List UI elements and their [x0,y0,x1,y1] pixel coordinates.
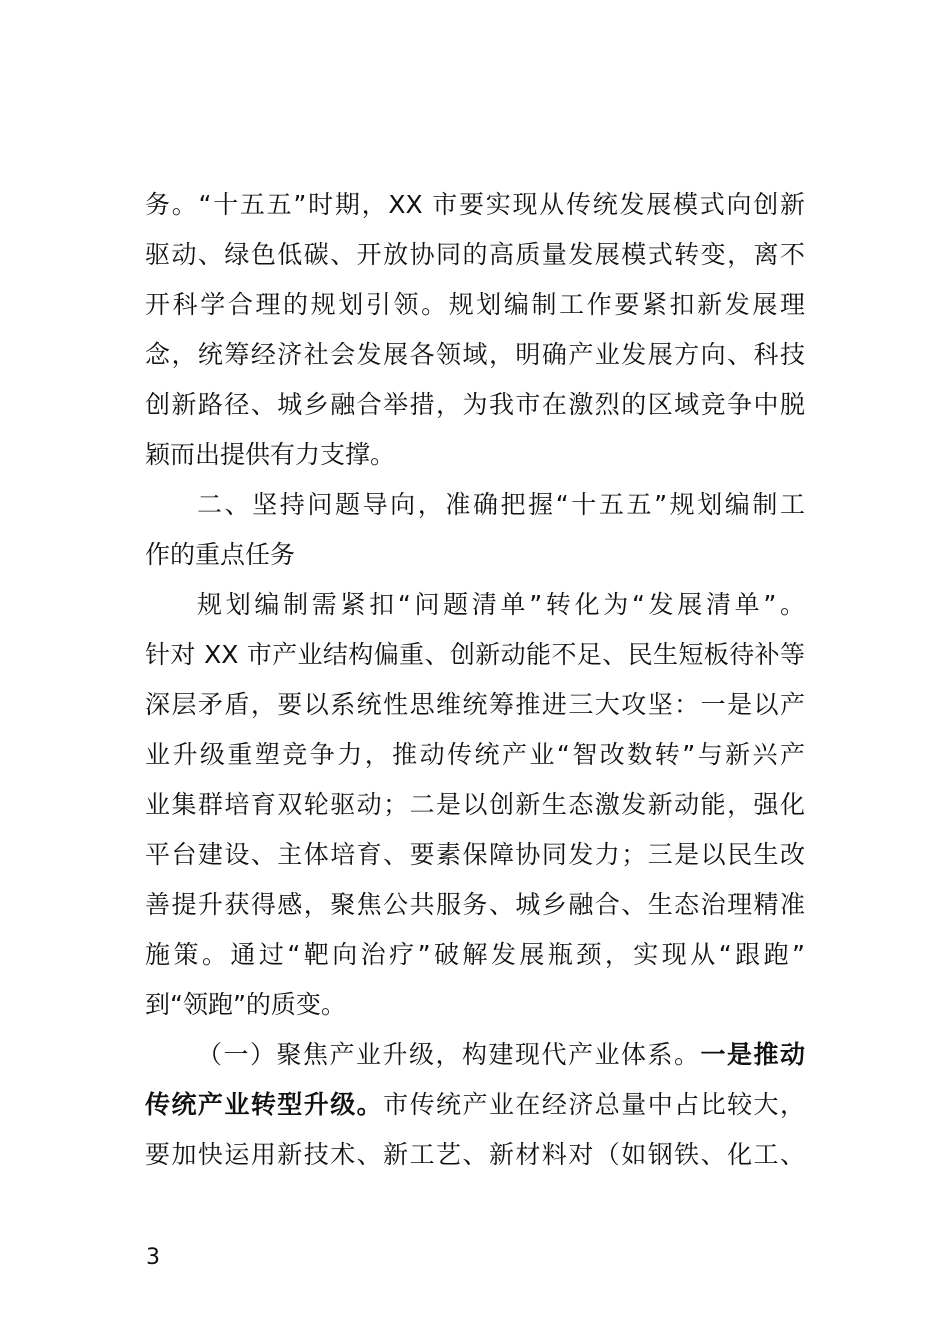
text-segment: 作的重点任务 [145,540,296,569]
text-line [145,780,805,830]
text-segment: 二、坚持问题导向，准确把握“十五五”规划编制工 [197,490,805,519]
page-number: 3 [146,1245,160,1270]
text-line [145,230,805,280]
text-segment: 到“领跑”的质变。 [145,990,346,1019]
text-line [145,630,805,680]
text-segment: 创新路径、城乡融合举措，为我市在激烈的区域竞争中脱 [145,390,805,419]
text-line [145,680,805,730]
text-segment: 规划编制需紧扣“问题清单”转化为“发展清单”。 [197,590,805,619]
text-line [145,1080,805,1130]
text-segment: 驱动、绿色低碳、开放协同的高质量发展模式转变，离不 [145,240,805,269]
text-line [145,280,805,330]
text-line [145,480,805,530]
text-segment: （一）聚焦产业升级，构建现代产业体系。 [197,1040,701,1069]
text-line [145,330,805,380]
text-line [145,880,805,930]
text-segment: 善提升获得感，聚焦公共服务、城乡融合、生态治理精准 [145,890,805,919]
text-segment: 开科学合理的规划引领。规划编制工作要紧扣新发展理 [145,290,805,319]
text-line [145,180,805,230]
text-line [145,1030,805,1080]
bold-text-segment: 传统产业转型升级。 [145,1090,384,1119]
text-line [145,980,805,1030]
text-segment: 要加快运用新技术、新工艺、新材料对（如钢铁、化工、 [145,1140,805,1169]
text-segment: 念，统筹经济社会发展各领域，明确产业发展方向、科技 [145,340,805,369]
text-segment: 业升级重塑竞争力，推动传统产业“智改数转”与新兴产 [145,740,805,769]
text-line [145,580,805,630]
bold-text-segment: 一是推动 [700,1040,805,1069]
text-segment: 业集群培育双轮驱动；二是以创新生态激发新动能，强化 [145,790,805,819]
text-segment: 深层矛盾，要以系统性思维统筹推进三大攻坚：一是以产 [145,690,805,719]
text-line [145,1130,805,1180]
text-segment: 市传统产业在经济总量中占比较大， [383,1090,805,1119]
text-segment: 平台建设、主体培育、要素保障协同发力；三是以民生改 [145,840,805,869]
text-line [145,830,805,880]
text-segment: 务。“十五五”时期，XX 市要实现从传统发展模式向创新 [145,190,805,219]
text-line [145,530,805,580]
text-line [145,730,805,780]
text-segment: 施策。通过“靶向治疗”破解发展瓶颈，实现从“跟跑” [145,940,805,969]
text-segment: 颖而出提供有力支撑。 [145,440,396,469]
text-line [145,380,805,430]
text-segment: 针对 XX 市产业结构偏重、创新动能不足、民生短板待补等 [145,640,805,669]
text-line [145,430,805,480]
text-line [145,930,805,980]
